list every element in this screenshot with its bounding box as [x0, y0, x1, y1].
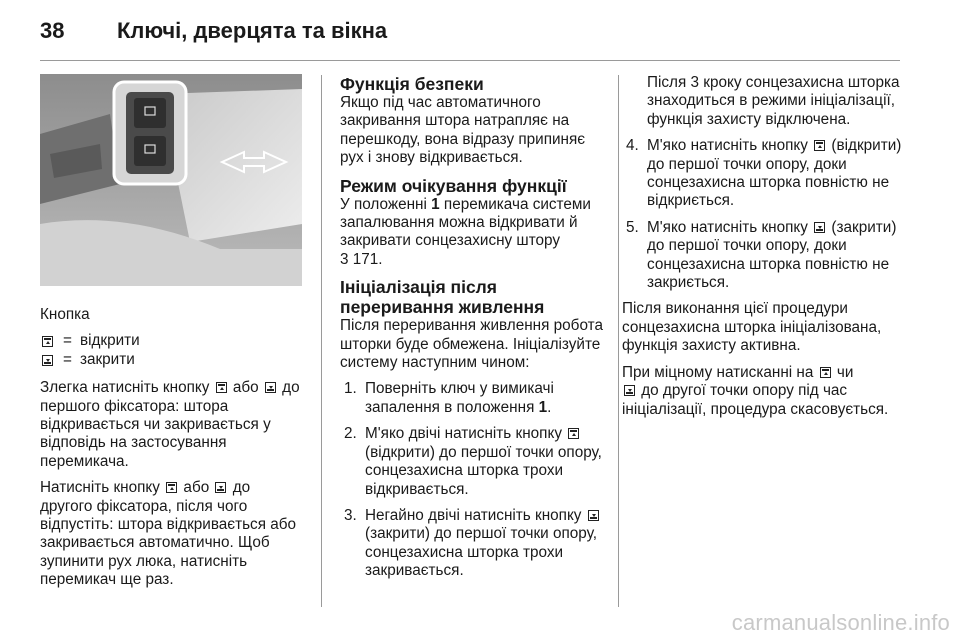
legend-open-label: відкрити — [79, 332, 140, 350]
sunroof-close-icon — [624, 385, 635, 396]
legend-open-row — [40, 332, 302, 350]
sunroof-close-icon — [588, 510, 599, 521]
list-item: 1. Поверніть ключ у вимикачі запалення в положення 1. — [344, 380, 554, 416]
paragraph-init-intro: Після переривання живлення робота шторки буде обмежена. Ініціалізуйте систему наступним чином: — [340, 317, 603, 372]
column-divider-1 — [321, 75, 322, 607]
sunroof-open-icon — [568, 428, 579, 439]
page-reference[interactable]: 3 171. — [340, 250, 383, 268]
step3-continuation: Після 3 кроку сонцезахисна шторка знаходиться в режими ініціалізації, функція захисту відключена. — [647, 74, 900, 128]
figure-caption: Кнопка — [40, 306, 90, 323]
list-item: 3. Негайно двічі натисніть кнопку (закрити) до першої точки опору, сонцезахисна шторка трохи закривається. — [344, 506, 597, 580]
init-steps-list-continued — [622, 137, 907, 292]
list-item: 5. М'яко натисніть кнопку (закрити) до першої точки опору, доки сонцезахисна шторка повністю не закриється. — [626, 218, 897, 292]
sunroof-close-icon — [42, 355, 53, 366]
sunroof-close-icon — [215, 482, 226, 493]
column-1 — [40, 74, 302, 598]
sunroof-open-icon — [166, 482, 177, 493]
paragraph-safety: Якщо під час автоматичного закривання штора натрапляє на перешкоду, вона відразу припиняє рух і знову відкривається. — [340, 94, 586, 167]
chapter-title: Ключі, дверцята та вікна — [117, 18, 388, 43]
sunroof-open-icon — [216, 382, 227, 393]
list-item: 4. М'яко натисніть кнопку (відкрити) до першої точки опору, доки сонцезахисна шторка повністю не відкриється. — [626, 137, 902, 210]
legend-equals: = — [63, 332, 72, 350]
sunroof-switch-photo — [40, 74, 302, 286]
sunroof-close-icon — [814, 222, 825, 233]
legend-equals: = — [63, 350, 72, 368]
heading-safety-function: Функція безпеки — [340, 74, 484, 94]
paragraph-cancel: При міцному натисканні на чи до другої точки опору під час ініціалізації, процедура скасовується. — [622, 363, 889, 418]
column-divider-2 — [618, 75, 619, 607]
legend-close-row — [40, 351, 302, 369]
paragraph-init-complete: Після виконання цієї процедури сонцезахисна шторка ініціалізована, функція захисту активна. — [622, 300, 882, 355]
watermark: carmanualsonline.info — [731, 610, 950, 635]
paragraph-standby: У положенні 1 перемикача системи запалювання можна відкривати й закривати сонцезахисну штору 3 171. — [340, 195, 591, 268]
paragraph-first-detent: Злегка натисніть кнопку або до першого фіксатора: штора відкривається чи закривається у відповідь на застосування перемикача. — [40, 379, 300, 470]
heading-initialization: Ініціалізація після переривання живлення — [340, 277, 545, 318]
sunroof-open-icon — [820, 367, 831, 378]
header-rule — [40, 60, 900, 61]
heading-standby-mode: Режим очікування функції — [340, 175, 567, 196]
list-item: 2. М'яко двічі натисніть кнопку (відкрити) до першої точки опору, сонцезахисна шторка трохи відкривається. — [344, 425, 602, 498]
page-number: 38 — [40, 18, 65, 43]
column-3 — [622, 74, 907, 427]
legend-close-label: закрити — [79, 350, 135, 368]
paragraph-second-detent: Натисніть кнопку або до другого фіксатора, після чого відпустіть: штора відкривається або закривається автоматично. Щоб зупинити рух люка, натисніть перемикач ще раз. — [40, 479, 297, 589]
init-steps-list — [340, 380, 608, 580]
column-2 — [340, 74, 608, 589]
sunroof-open-icon — [42, 336, 53, 347]
sunroof-close-icon — [265, 382, 276, 393]
sunroof-open-icon — [814, 140, 825, 151]
